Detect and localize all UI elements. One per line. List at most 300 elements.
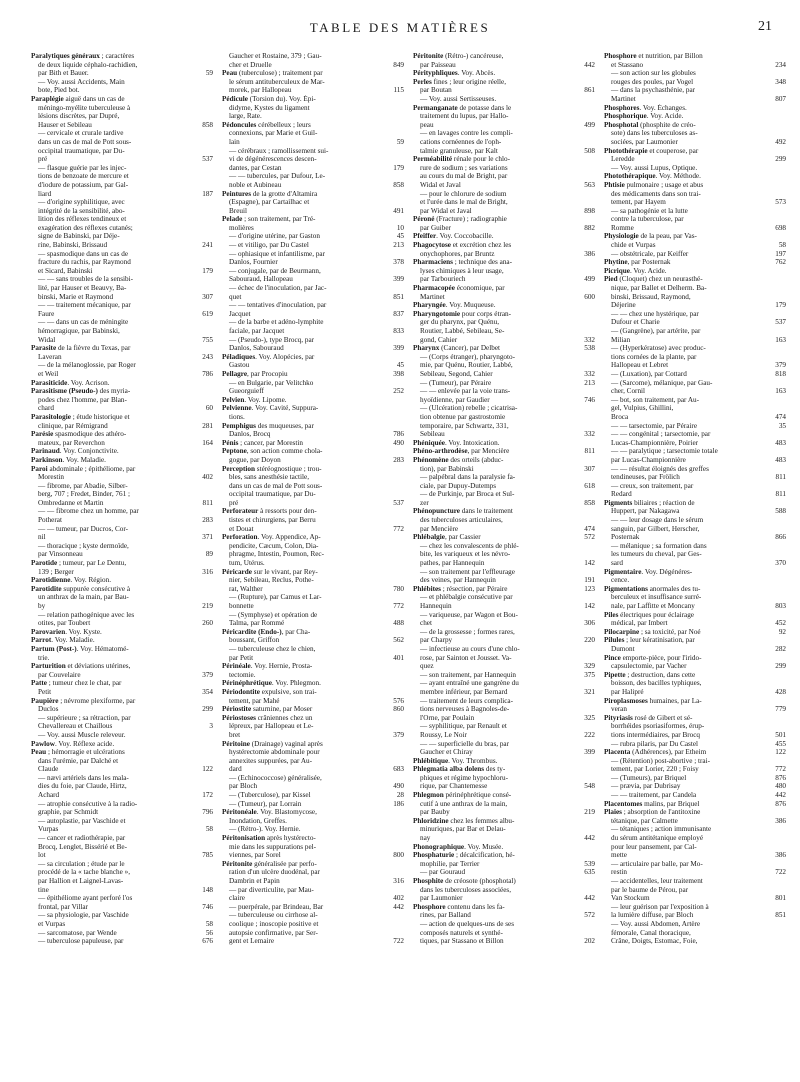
index-text: — (Pseudo-), type Brocq, par [229, 335, 315, 344]
page-reference: 59 [396, 137, 404, 146]
index-text: tement, par Mahé [229, 696, 280, 705]
index-line [604, 825, 786, 834]
page-reference: 260 [202, 619, 213, 628]
index-text: . Voy. Conjonctivite. [59, 447, 119, 456]
index-text: — en Bulgarie, par Velitchko [229, 378, 314, 387]
index-line [604, 61, 786, 70]
index-line [222, 164, 404, 173]
index-line [604, 499, 786, 508]
index-text: chez les femmes albu- [448, 816, 515, 825]
index-text: — tuberculose papuleuse, par [38, 937, 124, 946]
index-line [222, 275, 404, 284]
index-line [222, 782, 404, 791]
index-line [604, 258, 786, 267]
index-text: lépreux, par Hallopeau et Le- [229, 722, 314, 731]
index-line [413, 104, 595, 113]
index-text: — — tumeur, par Ducros, Cor- [38, 524, 128, 533]
index-line [31, 310, 213, 319]
index-text: de la peau, par Vas- [638, 232, 697, 241]
page-reference: 123 [584, 584, 595, 593]
index-text: tions. [229, 412, 245, 421]
index-text: . Voy. Hématomé- [76, 644, 129, 653]
index-text: Redard [611, 490, 632, 499]
index-line [604, 937, 786, 946]
index-line [222, 757, 404, 766]
index-text: — articulaire par balle, par Mo- [611, 859, 703, 868]
index-line [222, 95, 404, 104]
index-text: , par Mencière [467, 447, 510, 456]
index-line [604, 241, 786, 250]
index-term: Parinaud [31, 447, 60, 456]
index-line [222, 765, 404, 774]
index-term: Phlébalgie [413, 533, 445, 542]
index-line [413, 78, 595, 87]
index-text: mophilie, par Terrier [420, 859, 480, 868]
index-line [604, 215, 786, 224]
index-line [604, 507, 786, 516]
index-line [413, 628, 595, 637]
page-reference: 28 [396, 791, 404, 800]
index-text: par Vinsonneau [38, 550, 83, 559]
index-line [31, 748, 213, 757]
index-line [222, 207, 404, 216]
index-text: — — superficielle du bras, par [420, 739, 510, 748]
page-reference: 332 [584, 430, 595, 439]
index-text: annexites suppurées, par Au- [229, 756, 313, 765]
index-line [222, 568, 404, 577]
page-reference: 779 [775, 705, 786, 714]
index-text: — (Tumeur), par Lorrain [229, 799, 302, 808]
index-text: périnéphrétique consé- [443, 791, 512, 800]
index-text: . Voy. Phlegmon. [271, 679, 321, 688]
index-line [604, 344, 786, 353]
index-text: abdominale ; épithéliome, par [47, 464, 136, 473]
index-line [413, 731, 595, 740]
index-line [413, 336, 595, 345]
index-line [604, 688, 786, 697]
index-line [413, 645, 595, 654]
page-reference: 399 [393, 344, 404, 353]
index-term: Picrique [604, 266, 630, 275]
index-term: Pince [604, 653, 621, 662]
index-line [413, 370, 595, 379]
index-line [31, 164, 213, 173]
index-line [604, 439, 786, 448]
index-term: Phlébites [413, 584, 441, 593]
index-text: . Voy. Acide. [646, 112, 684, 121]
index-line [222, 155, 404, 164]
index-line [604, 224, 786, 233]
index-text: — et vitiligo, par Du Castel [229, 241, 309, 250]
index-line [31, 404, 213, 413]
index-term: Phlegmatia alba dolens [413, 765, 485, 774]
index-text: . Voy. Lipome. [244, 395, 287, 404]
index-text: noble et Aubineau [229, 180, 282, 189]
index-text: mette [611, 851, 627, 860]
index-line [222, 284, 404, 293]
index-text: Petit [38, 687, 52, 696]
index-text: occipital traumatique, par Du- [38, 146, 125, 155]
index-line [222, 671, 404, 680]
index-line [31, 232, 213, 241]
page-reference: 306 [584, 619, 595, 628]
index-line [222, 817, 404, 826]
index-line [222, 413, 404, 422]
index-text: des muqueuses, par [255, 421, 314, 430]
index-text: — de la mélanoglossie, par Roger [38, 361, 136, 370]
index-line [31, 834, 213, 843]
index-text: emporte-pièce, pour l'irido- [620, 653, 702, 662]
index-line [604, 52, 786, 61]
index-text: des tuberculoses articulaires, [420, 516, 503, 525]
index-text: cher, Cornil [611, 387, 646, 396]
index-text: — — tubercules, par Dufour, Le- [229, 172, 326, 181]
index-term: Paraplégie [31, 94, 64, 103]
index-line [413, 250, 595, 259]
index-line [222, 542, 404, 551]
index-line [31, 465, 213, 474]
index-term: Péritonite [413, 52, 444, 60]
index-line [31, 920, 213, 929]
index-line [222, 654, 404, 663]
page-reference: 508 [584, 146, 595, 155]
page-reference: 807 [775, 94, 786, 103]
index-term: Photothérapie [604, 146, 648, 155]
index-line [222, 929, 404, 938]
index-line [604, 903, 786, 912]
index-text: onychophores, par Bruntz [420, 249, 495, 258]
index-text: (Cancer), par Delbet [439, 344, 501, 353]
index-term: Phtisie [604, 180, 625, 189]
page-reference: 563 [584, 180, 595, 189]
index-text: du sérum antitétanique employé [611, 834, 704, 843]
index-text: — (Tumeurs), par Briquel [611, 773, 687, 782]
page-reference: 428 [775, 687, 786, 696]
page-reference: 800 [393, 851, 404, 860]
index-line [604, 722, 786, 731]
page-reference: 89 [205, 550, 213, 559]
index-text: ciale, par Dupuy-Dutemps [420, 481, 497, 490]
index-line [604, 396, 786, 405]
index-text: Widal [38, 335, 56, 344]
index-text: — chez les convalescents de phlé- [420, 541, 519, 550]
index-line [413, 636, 595, 645]
index-line [31, 568, 213, 577]
index-term: Partum (Post-) [31, 644, 77, 653]
page-reference: 746 [584, 395, 595, 404]
index-line [413, 585, 595, 594]
index-text: quez [420, 662, 434, 671]
index-text: — infectieuse au cours d'une chlo- [420, 644, 520, 653]
index-text: liard [38, 189, 52, 198]
index-term: Pigmentaire [604, 567, 642, 576]
page-reference: 849 [393, 60, 404, 69]
index-line [604, 860, 786, 869]
index-text: dans un cas de mal de Pott sous- [38, 137, 132, 146]
page-reference: 213 [393, 241, 404, 250]
index-text: . Voy. Dégénéres- [641, 567, 693, 576]
index-text: de deux liquide céphalo-rachidien, [38, 60, 138, 69]
index-text: Breuil [229, 206, 247, 215]
page-reference: 163 [775, 335, 786, 344]
index-line [413, 860, 595, 869]
index-term: Pigmentations [604, 584, 648, 593]
page-reference: 316 [202, 567, 213, 576]
index-text: . Voy. Maladie. [62, 455, 106, 464]
index-text: lyses chimiques à leur usage, [420, 266, 504, 275]
index-line [222, 69, 404, 78]
index-line [222, 576, 404, 585]
index-line [222, 877, 404, 886]
index-line [222, 851, 404, 860]
index-term: Parovarien [31, 627, 66, 636]
index-text: et Vurpas [38, 919, 66, 928]
index-line [604, 465, 786, 474]
index-line [604, 387, 786, 396]
index-text: spasmodique des athéro- [53, 430, 127, 439]
page-reference: 219 [202, 602, 213, 610]
index-text: ; technique des ana- [452, 258, 513, 267]
index-text: — en lavages contre les compli- [420, 129, 513, 138]
index-text: claire [229, 894, 245, 903]
index-line [413, 138, 595, 147]
index-line [222, 344, 404, 353]
index-term: Phloridzine [413, 816, 449, 825]
index-line [31, 207, 213, 216]
index-column-3 [413, 52, 595, 946]
index-line [222, 473, 404, 482]
index-text: anormales des tu- [647, 584, 701, 593]
index-text: — thoracique ; kyste dermoïde, [38, 541, 129, 550]
page-reference: 811 [775, 490, 786, 499]
index-term: Pharmacopée [413, 284, 455, 293]
index-line [222, 559, 404, 568]
index-line [413, 825, 595, 834]
index-line [31, 275, 213, 284]
index-line [604, 121, 786, 130]
index-text: traitement du lupus, par Hallo- [420, 112, 509, 121]
index-line [31, 258, 213, 267]
index-line [413, 164, 595, 173]
index-text: Faure [38, 309, 55, 318]
index-text: fines ; leur origine réelle, [431, 77, 507, 86]
index-line [222, 808, 404, 817]
index-text: — conjugale, par de Beurmann, [229, 266, 321, 275]
index-term: Pigments [604, 498, 633, 507]
index-text: — d'origine syphilitique, avec [38, 198, 125, 207]
index-text: malins, par Briquel [642, 799, 700, 808]
index-text: (Torsion du). Voy. Épi- [247, 94, 316, 103]
index-text: — action de quelques-uns de ses [420, 919, 515, 928]
index-term: Pharyngotomie [413, 309, 461, 318]
index-term: Pédicule [222, 94, 248, 103]
index-term: Photothérapique [604, 172, 656, 181]
index-line [31, 877, 213, 886]
index-line [604, 886, 786, 895]
page-reference: 115 [393, 86, 404, 95]
page-reference: 299 [202, 705, 213, 714]
index-text: des orteils (abduc- [448, 455, 504, 464]
page-reference: 858 [202, 120, 213, 129]
index-text: podes chez l'homme, par Blan- [38, 395, 127, 404]
index-line [413, 499, 595, 508]
page-reference: 455 [775, 739, 786, 748]
page-reference: 858 [393, 180, 404, 189]
index-line [413, 619, 595, 628]
index-line [413, 413, 595, 422]
index-term: Paralytiques généraux [31, 52, 100, 60]
page-reference: 572 [584, 911, 595, 920]
index-text: nique, par Ballet et Delherm. Ba- [611, 284, 707, 293]
index-line [31, 336, 213, 345]
index-text: stéréognostique ; trou- [255, 464, 322, 473]
index-line [31, 593, 213, 602]
page-reference: 202 [584, 937, 595, 946]
index-text: tions cornées de la plante, par [611, 352, 697, 361]
index-text: pendicite, Cæcum, Colon, Dia- [229, 541, 319, 550]
index-text: tions de benzoate de mercure et [38, 172, 129, 181]
index-line [604, 198, 786, 207]
index-line [604, 877, 786, 886]
index-text: (Espagne), par Cartailhac et [229, 198, 310, 207]
index-line [413, 774, 595, 783]
index-line [604, 765, 786, 774]
index-line [31, 808, 213, 817]
index-line [31, 611, 213, 620]
index-text: chide et Vurpas [611, 241, 656, 250]
index-line [222, 353, 404, 362]
index-line [31, 52, 213, 61]
page-reference: 811 [584, 447, 595, 456]
index-text: des myria- [97, 387, 131, 396]
index-text: . Voy. Maladie. [51, 636, 95, 645]
index-line [604, 593, 786, 602]
index-text: Inondation, Greffes. [229, 816, 287, 825]
index-text: et Sicard, Babinski [38, 266, 93, 275]
index-text: gent et Lemaire [229, 937, 275, 946]
index-line [604, 679, 786, 688]
page-reference: 851 [775, 911, 786, 920]
index-text: Leredde [611, 155, 635, 164]
page-reference: 386 [584, 249, 595, 258]
index-text: tion), par Babinski [420, 464, 474, 473]
index-text: — (Tumeur), par Péraire [420, 378, 492, 387]
index-term: Pharmaciens [413, 258, 453, 267]
index-text: — — enlevée par la voie trans- [420, 387, 511, 396]
index-line [413, 198, 595, 207]
index-line [413, 473, 595, 482]
index-term: Peintures [222, 189, 252, 198]
page-reference: 386 [775, 851, 786, 860]
index-text: ; leur kératinisation, par [624, 636, 695, 645]
index-text: — — traitement, par Candela [611, 791, 697, 800]
index-text: Huppert, par Nakagawa [611, 507, 680, 516]
index-text: et Stassano [611, 60, 644, 69]
index-text: par Halipré [611, 687, 644, 696]
index-text: gogue, par Doyon [229, 455, 281, 464]
index-line [31, 430, 213, 439]
index-line [222, 447, 404, 456]
index-line [222, 198, 404, 207]
index-text: à ressorts pour den- [258, 507, 317, 516]
page-reference: 10 [396, 223, 404, 232]
index-text: (Cloquet) chez un neurasthé- [617, 275, 703, 284]
index-text: après hystérecto- [265, 834, 316, 843]
index-text: par Lucas-Championnière [611, 455, 686, 464]
index-line [604, 482, 786, 491]
page-reference: 316 [393, 877, 404, 885]
page-reference: 378 [393, 258, 404, 267]
index-text: Danlos, Brocq [229, 430, 271, 439]
index-text: binski, Marie et Raymond [38, 292, 114, 301]
index-line [31, 929, 213, 938]
index-text: tement, par Lorier, 220 ; Foisy [611, 765, 699, 774]
index-text: rure de sodium ; ses variations [420, 163, 508, 172]
index-line [31, 800, 213, 809]
index-term: Parrot [31, 636, 52, 645]
index-text: rénale pour le chlo- [452, 155, 510, 164]
page-reference: 56 [205, 928, 213, 937]
index-text: de la grotte d'Altamira [251, 189, 318, 198]
index-term: Phosphaturie [413, 851, 455, 860]
index-term: Péroné [413, 215, 435, 224]
index-line [222, 104, 404, 113]
index-line [222, 619, 404, 628]
index-text: nay [420, 834, 431, 843]
index-line [604, 619, 786, 628]
index-text: ; résection, par Péraire [440, 584, 508, 593]
index-line [31, 671, 213, 680]
page-reference: 483 [775, 438, 786, 447]
index-text: ; étude historique et [70, 412, 130, 421]
index-text: médical, par Imbert [611, 619, 668, 628]
index-text: lité, par Hauser et Beauvy, Ba- [38, 284, 127, 293]
index-text: — — traitement mécanique, par [38, 301, 131, 310]
index-line [222, 499, 404, 508]
index-text: cutif à une anthrax de la main, [420, 799, 508, 808]
index-text: Jacquet [229, 309, 251, 318]
index-line [222, 482, 404, 491]
index-text: Danlos, Fournier [229, 258, 278, 267]
index-line [413, 267, 595, 276]
page-reference: 772 [393, 524, 404, 533]
index-line [222, 662, 404, 671]
page-reference: 163 [775, 387, 786, 396]
index-line [413, 920, 595, 929]
index-line [604, 894, 786, 903]
page-reference: 371 [202, 533, 213, 542]
index-text: . Voy. Acide. [629, 266, 667, 275]
index-text: Van Stockum [611, 894, 650, 903]
index-line [413, 679, 595, 688]
index-text: — tuberculeuse chez le chien, [229, 644, 316, 653]
page-reference: 332 [584, 369, 595, 378]
page-reference: 348 [775, 77, 786, 86]
index-text: ration d'un ulcère duodénal, par [229, 868, 320, 877]
index-line [222, 516, 404, 525]
index-text: — rubra pilaris, par Du Castel [611, 739, 699, 748]
index-text: sanguin, par Gilbert, Herscher, [611, 524, 700, 533]
index-line [604, 232, 786, 241]
index-text: membre inférieur, par Bernard [420, 687, 508, 696]
page-reference: 241 [202, 241, 213, 250]
page-reference: 442 [584, 894, 595, 903]
index-line [31, 370, 213, 379]
index-line [413, 791, 595, 800]
index-text: chard [38, 404, 54, 413]
page-reference: 307 [202, 292, 213, 301]
index-text: ; destruction, dans cette [625, 670, 696, 679]
